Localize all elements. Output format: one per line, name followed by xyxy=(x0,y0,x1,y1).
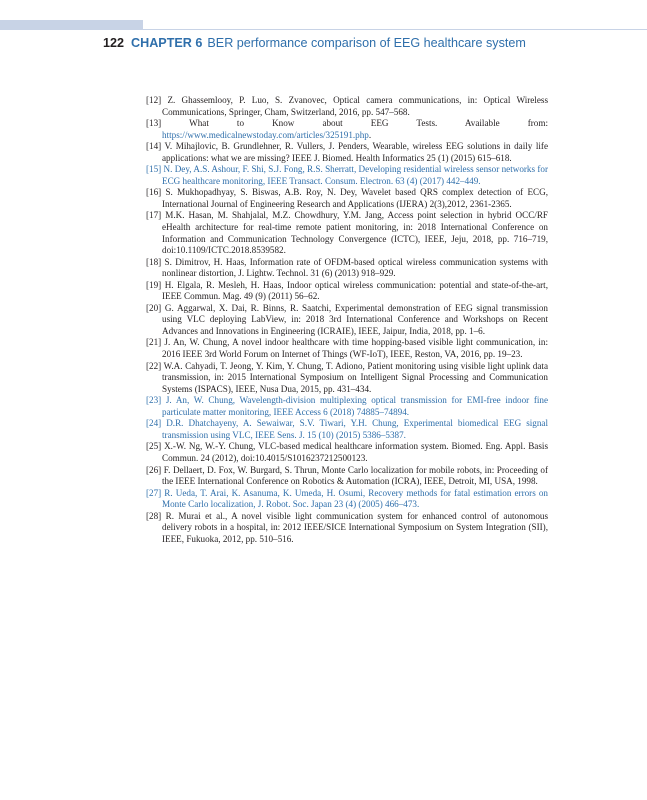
chapter-title: BER performance comparison of EEG healthcare system xyxy=(207,36,526,50)
chapter-label: CHAPTER 6 xyxy=(131,36,203,50)
running-header xyxy=(103,36,623,56)
reference-item: [28] R. Murai et al., A novel visible light communication system for enhanced control of autonomous delivery robots in a hospital, in: 2012 IEEE/SICE International Symposium on System Integration (SII), IEEE, Fukuoka, 2012, pp. 510–516. xyxy=(146,510,548,544)
reference-item-link[interactable]: [15] N. Dey, A.S. Ashour, F. Shi, S.J. Fong, R.S. Sherratt, Developing residential wireless sensor networks for ECG healthcare monitoring, IEEE Transact. Consum. Electron. 63 (4) (2017) 442–449. xyxy=(146,164,548,186)
header-tab-bar xyxy=(0,20,143,30)
reference-item: [22] W.A. Cahyadi, T. Jeong, Y. Kim, Y. Chung, T. Adiono, Patient monitoring using visible light uplink data transmission, in: 2015 International Symposium on Intelligent Signal Processing and Communication Systems (ISPACS), IEEE, Nusa Dua, 2015, pp. 431–434. xyxy=(146,360,548,394)
reference-item: [21] J. An, W. Chung, A novel indoor healthcare with time hopping-based visible light communication, in: 2016 IEEE 3rd World Forum on Internet of Things (WF-IoT), IEEE, Reston, VA, 2016, pp. 19–23. xyxy=(146,337,548,360)
header-rule xyxy=(143,29,647,30)
reference-item: [16] S. Mukhopadhyay, S. Biswas, A.B. Roy, N. Dey, Wavelet based QRS complex detection of ECG, International Journal of Engineering Research and Applications (IJERA) 2(3),2012, 2361-2365. xyxy=(146,187,548,209)
reference-item: [25] X.-W. Ng, W.-Y. Chung, VLC-based medical healthcare information system. Biomed. Eng. Appl. Basis Commun. 24 (2012), doi:10.4015/S1016237212500123. xyxy=(146,441,548,463)
reference-item xyxy=(146,118,548,141)
reference-item: [19] H. Elgala, R. Mesleh, H. Haas, Indoor optical wireless communication: potential and state-of-the-art, IEEE Commun. Mag. 49 (9) (2011) 56–62. xyxy=(146,279,548,302)
reference-item-link[interactable]: [23] J. An, W. Chung, Wavelength-division multiplexing optical transmission for EMI-free indoor fine particulate matter monitoring, IEEE Access 6 (2018) 74885–74894. xyxy=(146,395,548,417)
reference-item: [26] F. Dellaert, D. Fox, W. Burgard, S. Thrun, Monte Carlo localization for mobile robots, in: Proceeding of the IEEE International Conference on Robotics & Automation (ICRA), IEEE, Detroit, MI, USA, 1998. xyxy=(146,464,548,487)
reference-item: [18] S. Dimitrov, H. Haas, Information rate of OFDM-based optical wireless communication systems with nonlinear distortion, J. Lightw. Technol. 31 (6) (2013) 918–929. xyxy=(146,256,548,279)
reference-item-link[interactable]: [24] D.R. Dhatchayeny, A. Sewaiwar, S.V. Tiwari, Y.H. Chung, Experimental biomedical EEG signal transmission using VLC, IEEE Sens. J. 15 (10) (2015) 5386–5387. xyxy=(146,418,548,440)
reference-item: [17] M.K. Hasan, M. Shahjalal, M.Z. Chowdhury, Y.M. Jang, Access point selection in hybrid OCC/RF eHealth architecture for real-time remote patient monitoring, in: 2018 International Conference on Information and Communication Technology Convergence (ICTC), IEEE, Jeju, 2018, pp. 716–719, doi:10.1109/ICTC.2018.8539582. xyxy=(146,210,548,256)
page-number: 122 xyxy=(103,36,125,50)
reference-url-link[interactable]: https://www.medicalnewstoday.com/articles/325191.php xyxy=(162,129,369,140)
reference-item: [14] V. Mihajlovic, B. Grundlehner, R. Vullers, J. Penders, Wearable, wireless EEG solutions in daily life applications: what we are missing? IEEE J. Biomed. Health Informatics 25 (1) (2015) 615–618. xyxy=(146,141,548,163)
reference-text-end: . xyxy=(368,129,372,140)
reference-text: [13] What to Know about EEG Tests. Available from: xyxy=(146,118,548,129)
reference-item: [20] G. Aggarwal, X. Dai, R. Binns, R. Saatchi, Experimental demonstration of EEG signal transmission using VLC deploying LabView, in: 2018 3rd International Conference and Workshops on Recent Advances and Innovations in Engineering (ICRAIE), IEEE, Jaipur, India, 2018, pp. 1–6. xyxy=(146,302,548,336)
reference-item-link[interactable]: [27] R. Ueda, T. Arai, K. Asanuma, K. Umeda, H. Osumi, Recovery methods for fatal estimation errors on Monte Carlo localization, J. Robot. Soc. Japan 23 (4) (2005) 466–473. xyxy=(146,487,548,510)
reference-list xyxy=(146,95,548,545)
reference-item: [12] Z. Ghassemlooy, P. Luo, S. Zvanovec, Optical camera communications, in: Optical Wireless Communications, Springer, Cham, Switzerland, 2016, pp. 547–568. xyxy=(146,95,548,117)
